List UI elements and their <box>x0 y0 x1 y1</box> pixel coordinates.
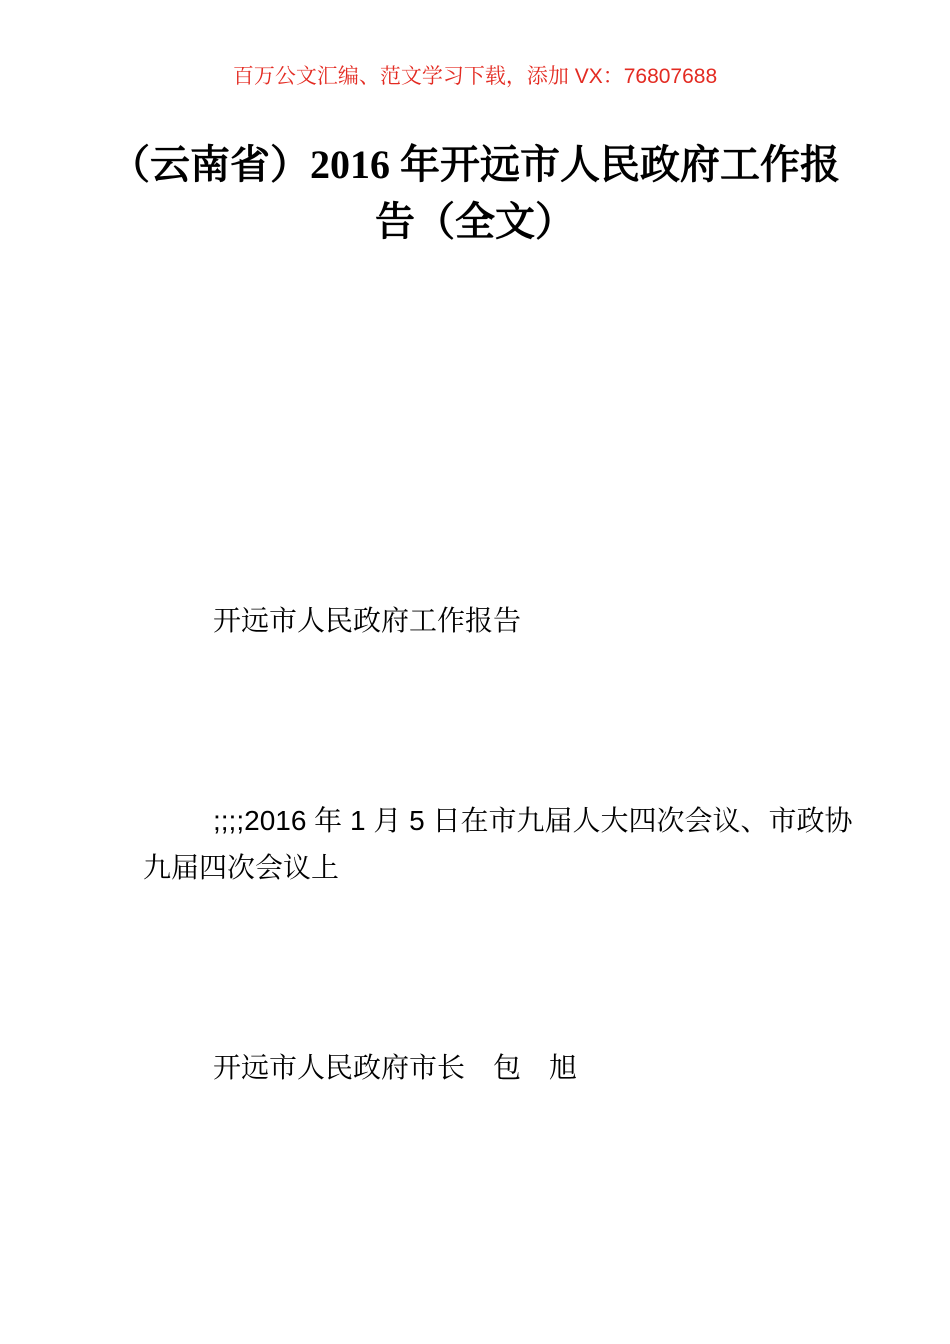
paragraph-report-heading <box>143 597 873 644</box>
paragraph-line: ;;;;2016 年 1 月 5 日在市九届人大四次会议、市政协 <box>213 805 853 836</box>
paragraph-line: 开远市人民政府市长 包 旭 <box>213 1052 578 1083</box>
paragraph-mayor-signature <box>143 1044 873 1091</box>
paragraph-meeting-info <box>143 797 873 891</box>
document-title <box>0 136 950 250</box>
document-title-line-1: （云南省）2016 年开远市人民政府工作报 <box>110 142 840 187</box>
header-notice: 百万公文汇编、范文学习下载，添加 VX：76807688 <box>232 65 718 88</box>
document-title-line-2: 告（全文） <box>375 199 575 244</box>
paragraph-line: 九届四次会议上 <box>143 852 340 883</box>
paragraph-line: 开远市人民政府工作报告 <box>213 605 522 636</box>
